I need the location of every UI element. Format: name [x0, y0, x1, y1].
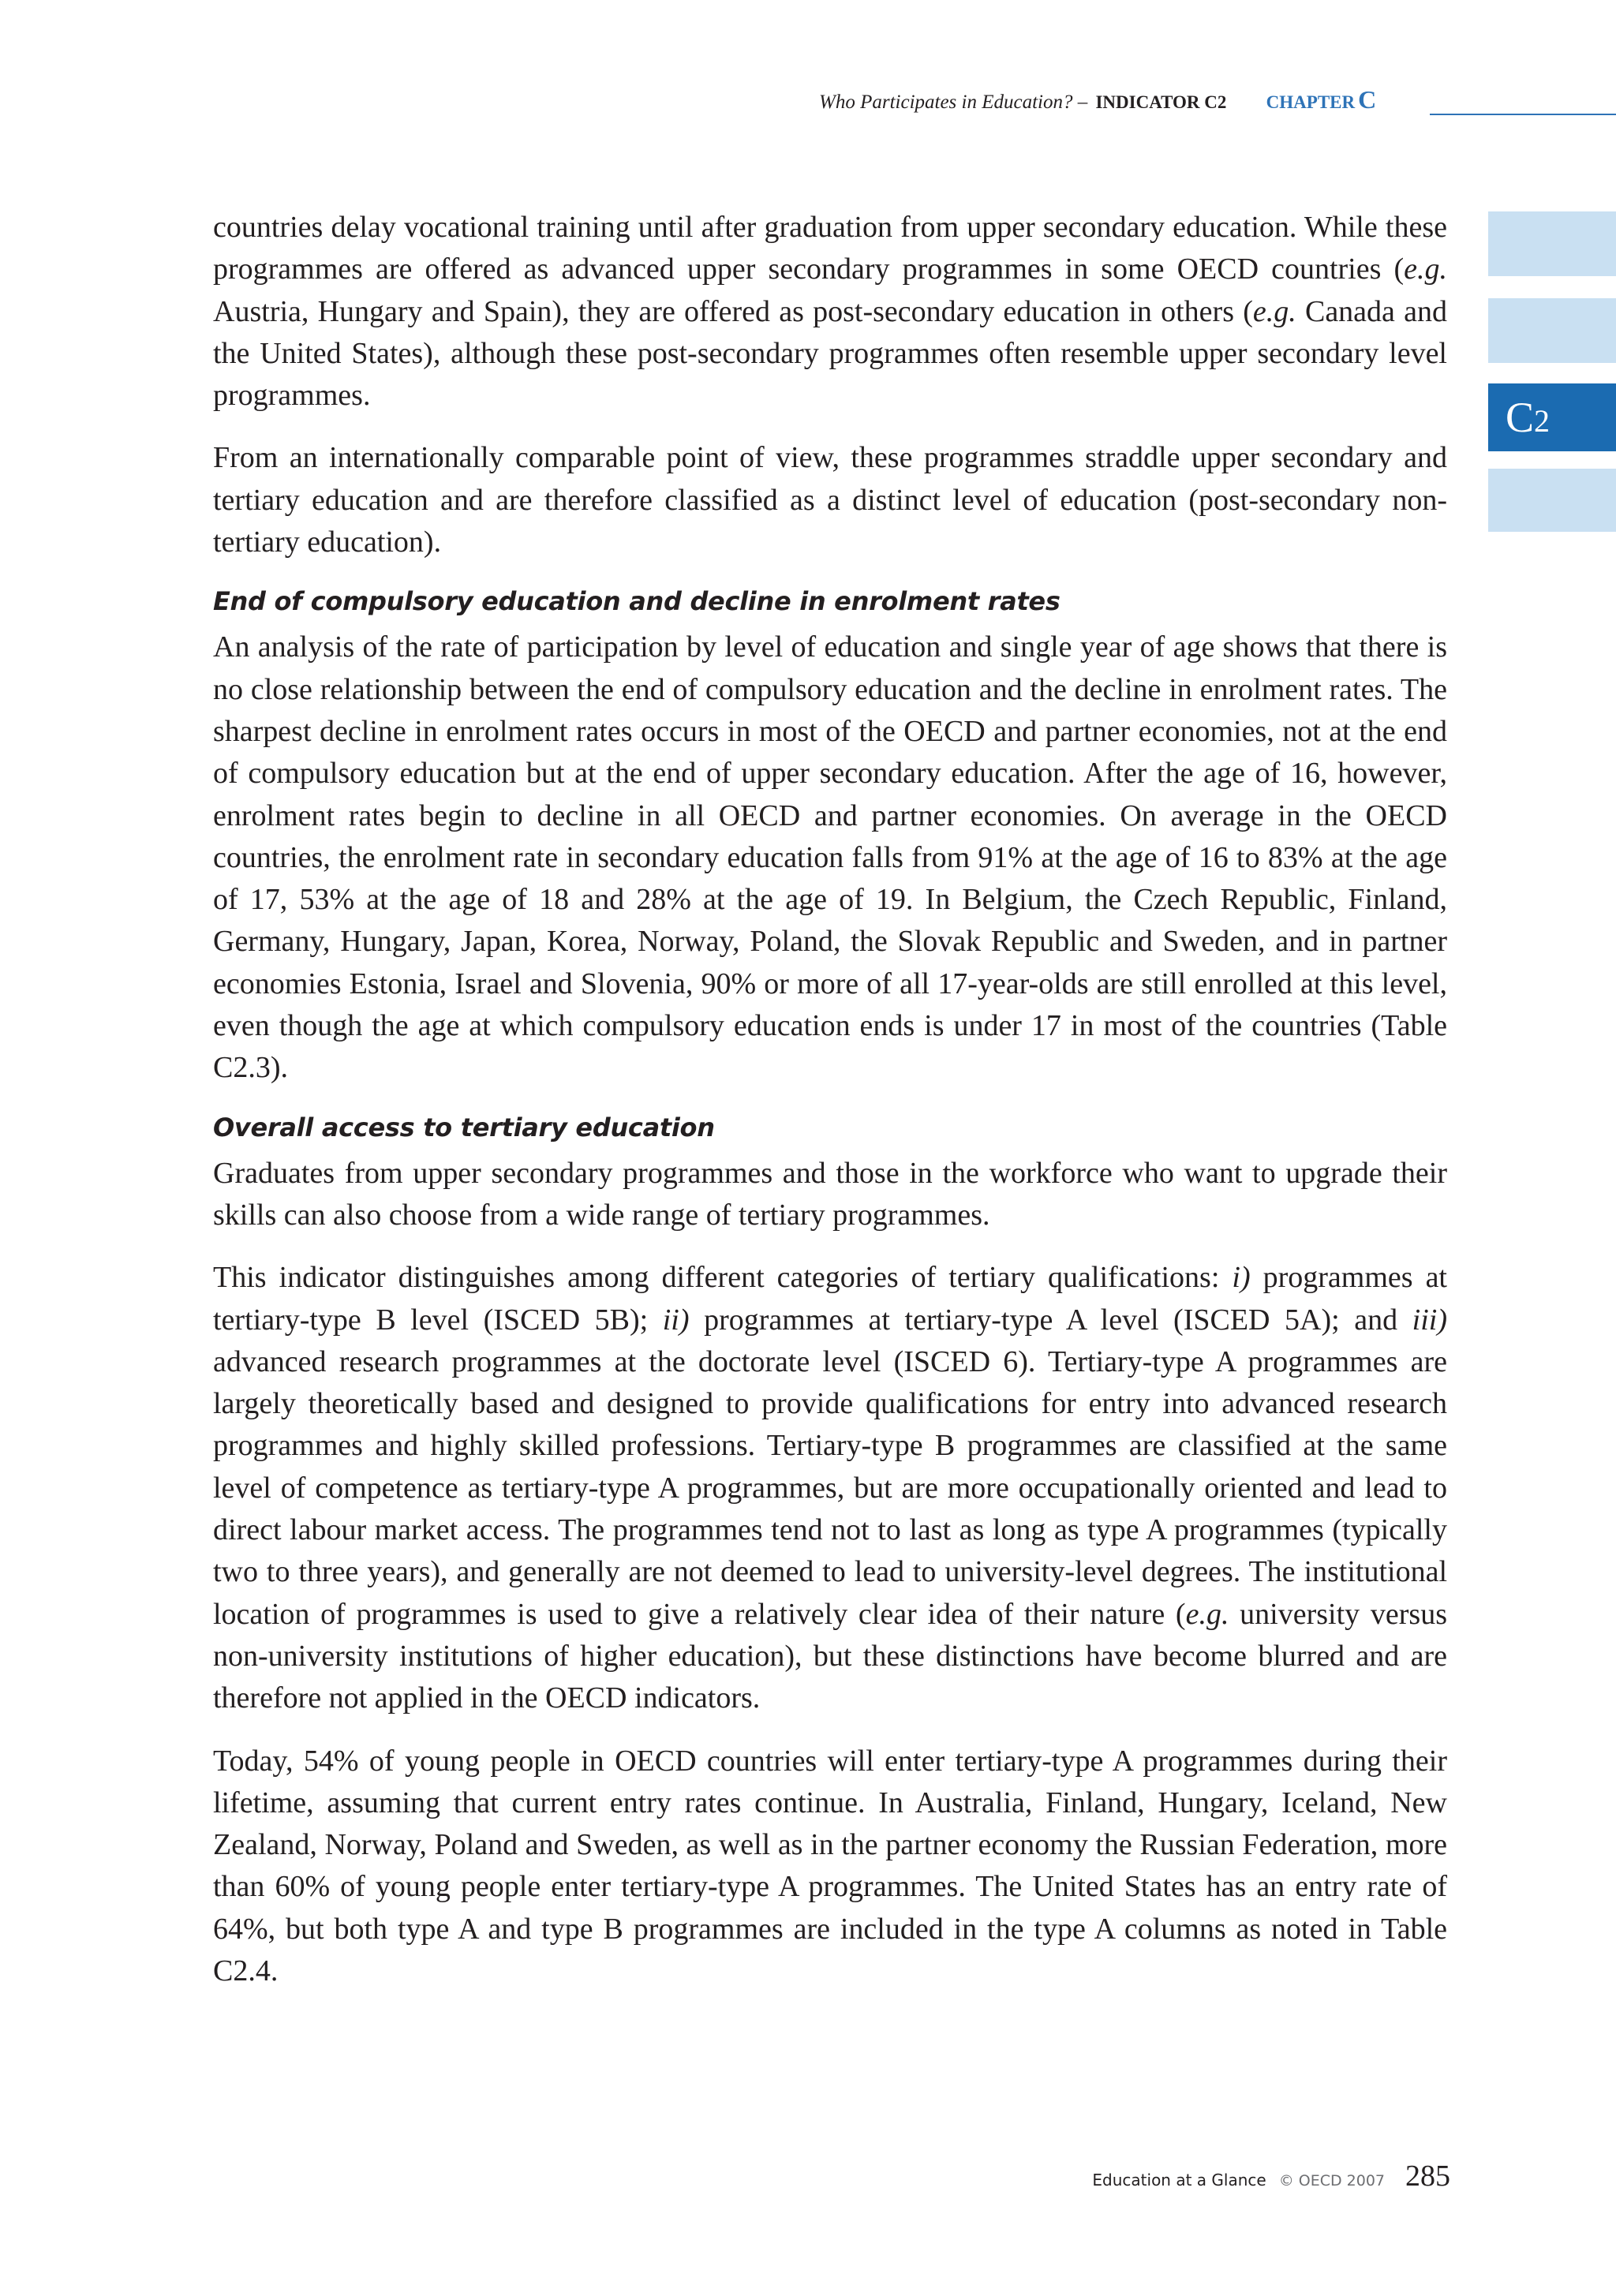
indicator-label: INDICATOR C2 — [1095, 92, 1227, 112]
text-run: Austria, Hungary and Spain), they are offered as post-secondary education in others ( — [213, 294, 1253, 328]
page-number: 285 — [1405, 2160, 1450, 2193]
side-tab-sub: 2 — [1534, 403, 1551, 439]
italic-run: i) — [1232, 1261, 1251, 1295]
text-run: An analysis of the rate of participation by level of education and single year of age shows that there is no close relationship between the end of compulsory education and the decline in enrolment rates. The sharpest decline in enrolment rates occurs in most of the OECD and partner economies, not at the end of compulsory education but at the end of upper secondary education. After the age of 16, however, enrolment rates begin to decline in all OECD and partner economies. On average in the OECD countries, the enrolment rate in secondary education falls from 91% at the age of 16 to 83% at the age of 17, 53% at the age of 18 and 28% at the age of 19. In Belgium, the Czech Republic, Finland, Germany, Hungary, Japan, Korea, Norway, Poland, the Slovak Republic and Sweden, and in partner economies Estonia, Israel and Slovenia, 90% or more of all 17-year-olds are still enrolled at this level, even though the age at which compulsory education ends is under 17 in most of the countries (Table C2.3). — [213, 630, 1447, 1085]
italic-run: iii) — [1412, 1303, 1447, 1337]
chapter-label — [1266, 85, 1377, 114]
section-heading-tertiary: Overall access to tertiary education — [213, 1112, 715, 1142]
page-footer — [1087, 2159, 1450, 2193]
text-run: Today, 54% of young people in OECD countries will enter tertiary-type A programmes during their lifetime, assuming that current entry rates continue. In Australia, Finland, Hungary, Iceland, New Zealand, Norway, Poland and Sweden, as well as in the partner economy the Russian Federation, more than 60% of young people enter tertiary-type A programmes. The United States has an entry rate of 64%, but both type A and type B programmes are included in the type A columns as noted in Table C2.4. — [213, 1744, 1447, 1987]
chapter-word: CHAPTER — [1266, 92, 1356, 112]
italic-run: e.g. — [1404, 252, 1447, 286]
paragraph-5 — [213, 1257, 1447, 1719]
running-header — [819, 87, 1553, 115]
paragraph-6 — [213, 1741, 1447, 1993]
copyright: © OECD 2007 — [1278, 2172, 1385, 2189]
side-tab-main: C — [1506, 394, 1535, 441]
italic-run: ii) — [662, 1303, 690, 1337]
italic-run: e.g. — [1252, 294, 1296, 328]
text-run: programmes at tertiary-type B level (ISCED 5B); — [213, 1261, 1447, 1337]
paragraph-2 — [213, 437, 1447, 563]
side-tab-1 — [1488, 211, 1616, 276]
side-tab-4 — [1488, 469, 1616, 532]
side-tab-active — [1488, 383, 1616, 451]
paragraph-4 — [213, 1153, 1447, 1237]
publication-title: Education at a Glance — [1092, 2171, 1266, 2189]
italic-run: e.g. — [1185, 1597, 1229, 1631]
section-heading-compulsory: End of compulsory education and decline in enrolment rates — [213, 586, 1060, 617]
text-run: This indicator distinguishes among different categories of tertiary qualifications: — [213, 1261, 1233, 1295]
chapter-letter: C — [1358, 85, 1377, 114]
paragraph-3 — [213, 626, 1447, 1089]
text-run: countries delay vocational training until after graduation from upper secondary education. While these programmes are offered as advanced upper secondary programmes in some OECD countries ( — [213, 211, 1447, 286]
text-run: Canada and the United States), although these post-secondary programmes often resemble upper secondary level programmes. — [213, 294, 1448, 413]
text-run: From an internationally comparable point of view, these programmes straddle upper secondary and tertiary education and are therefore classified as a distinct level of education (post-secondary non-tertiary education). — [213, 441, 1447, 559]
page-body — [213, 207, 1447, 2013]
paragraph-1 — [213, 207, 1447, 417]
header-rule — [1430, 114, 1616, 115]
text-run: university versus non-university institutions of higher education), but these distinctions have become blurred and are therefore not applied in the OECD indicators. — [213, 1597, 1447, 1715]
running-title: Who Participates in Education? – — [819, 92, 1088, 113]
text-run: Graduates from upper secondary programmes and those in the workforce who want to upgrade their skills can also choose from a wide range of tertiary programmes. — [213, 1156, 1447, 1232]
side-tab-2 — [1488, 298, 1616, 363]
text-run: advanced research programmes at the doctorate level (ISCED 6). Tertiary-type A programmes are largely theoretically based and designed to provide qualifications for entry into advanced research programmes and highly skilled professions. Tertiary-type B programmes are classified at the same level of competence as tertiary-type A programmes, but are more occupationally oriented and lead to direct labour market access. The programmes tend not to last as long as type A programmes (typically two to three years), and generally are not deemed to lead to university-level degrees. The institutional location of programmes is used to give a relatively clear idea of their nature ( — [213, 1344, 1447, 1631]
text-run: programmes at tertiary-type A level (ISCED 5A); and — [689, 1303, 1412, 1337]
